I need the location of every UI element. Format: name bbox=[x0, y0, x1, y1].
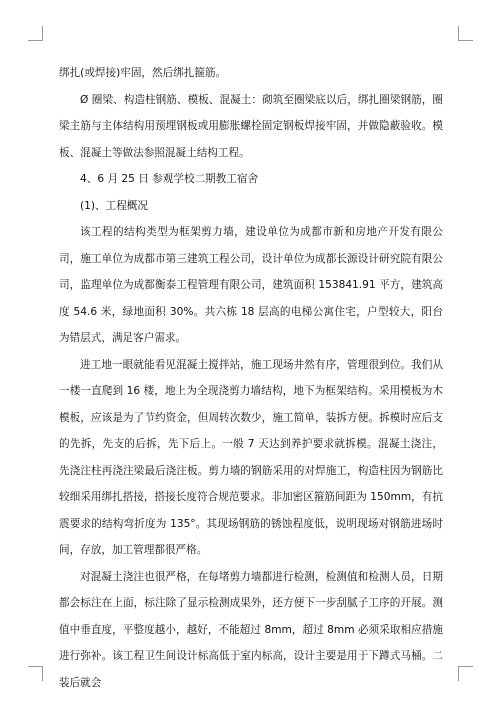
subheading-project-overview: (1)、工程概况 bbox=[80, 199, 148, 212]
paragraph-ring-beam: Ø 圈梁、构造柱钢筋、模板、混凝土：砌筑至圈梁底以后，绑扎圈梁钢筋，圈梁主筋与主体结构用预埋钢板或用膨胀螺栓固定钢板焊接牢固，并做隐蔽验收。模板、混凝土等做法参照混凝土结构工程。 bbox=[59, 93, 443, 159]
paragraph-rebar-binding: 绑扎(或焊接)牢固，然后绑扎箍筋。 bbox=[59, 67, 227, 79]
crop-mark-top-left bbox=[28, 26, 43, 41]
section-heading-visit: 4、6 月 25 日 参观学校二期教工宿舍 bbox=[80, 173, 259, 185]
document-body bbox=[59, 60, 443, 696]
crop-mark-bottom-left bbox=[28, 666, 43, 681]
paragraph-site-observation: 进工地一眼就能看见混凝土搅拌站，施工现场井然有序，管理很到位。我们从一楼一直爬到 16 楼，地上为全现浇剪力墙结构，地下为框架结构。采用模板为木模板，应该是为了节约资金，但周转次数少，施工简单，装拆方便。拆模时应后支的先拆，先支的后拆，先下后上。一般 7 天达到养护要求就拆模。混凝土浇注，先浇注柱再浇注梁最后浇注板。剪力墙的钢筋采用的对焊施工，构造柱因为钢筋比较细采用绑扎搭接，搭接长度符合规范要求。非加密区箍筋间距为 150mm，有抗震要求的结构弯折度为 135°。其现场钢筋的锈蚀程度低，说明现场对钢筋进场时间，存放，加工管理都很严格。 bbox=[59, 358, 443, 556]
crop-mark-top-right bbox=[458, 26, 473, 41]
crop-mark-bottom-right bbox=[458, 666, 473, 681]
paragraph-project-overview: 该工程的结构类型为框架剪力墙，建设单位为成都市新和房地产开发有限公司，施工单位为成都市第三建筑工程公司，设计单位为成都长源设计研究院有限公司，监理单位为成都衡泰工程管理有限公司，建筑面积 153841.91 平方，建筑高度 54.6 米，绿地面积 30%。共六栋 18 层高的电梯公寓住宅，户型较大，阳台为错层式，满足客户需求。 bbox=[59, 226, 443, 344]
paragraph-concrete-inspection: 对混凝土浇注也很严格，在每堵剪力墙都进行检测，检测值和检测人员，日期都会标注在上面，标注除了显示检测成果外，还方便下一步刮腻子工序的开展。测值中垂直度，平整度越小，越好，不能超过 8mm，超过 8mm 必须采取相应措施进行弥补。该工程卫生间设计标高低于室内标高，设计主要是用于下蹲式马桶。二装后就会 bbox=[59, 570, 443, 689]
